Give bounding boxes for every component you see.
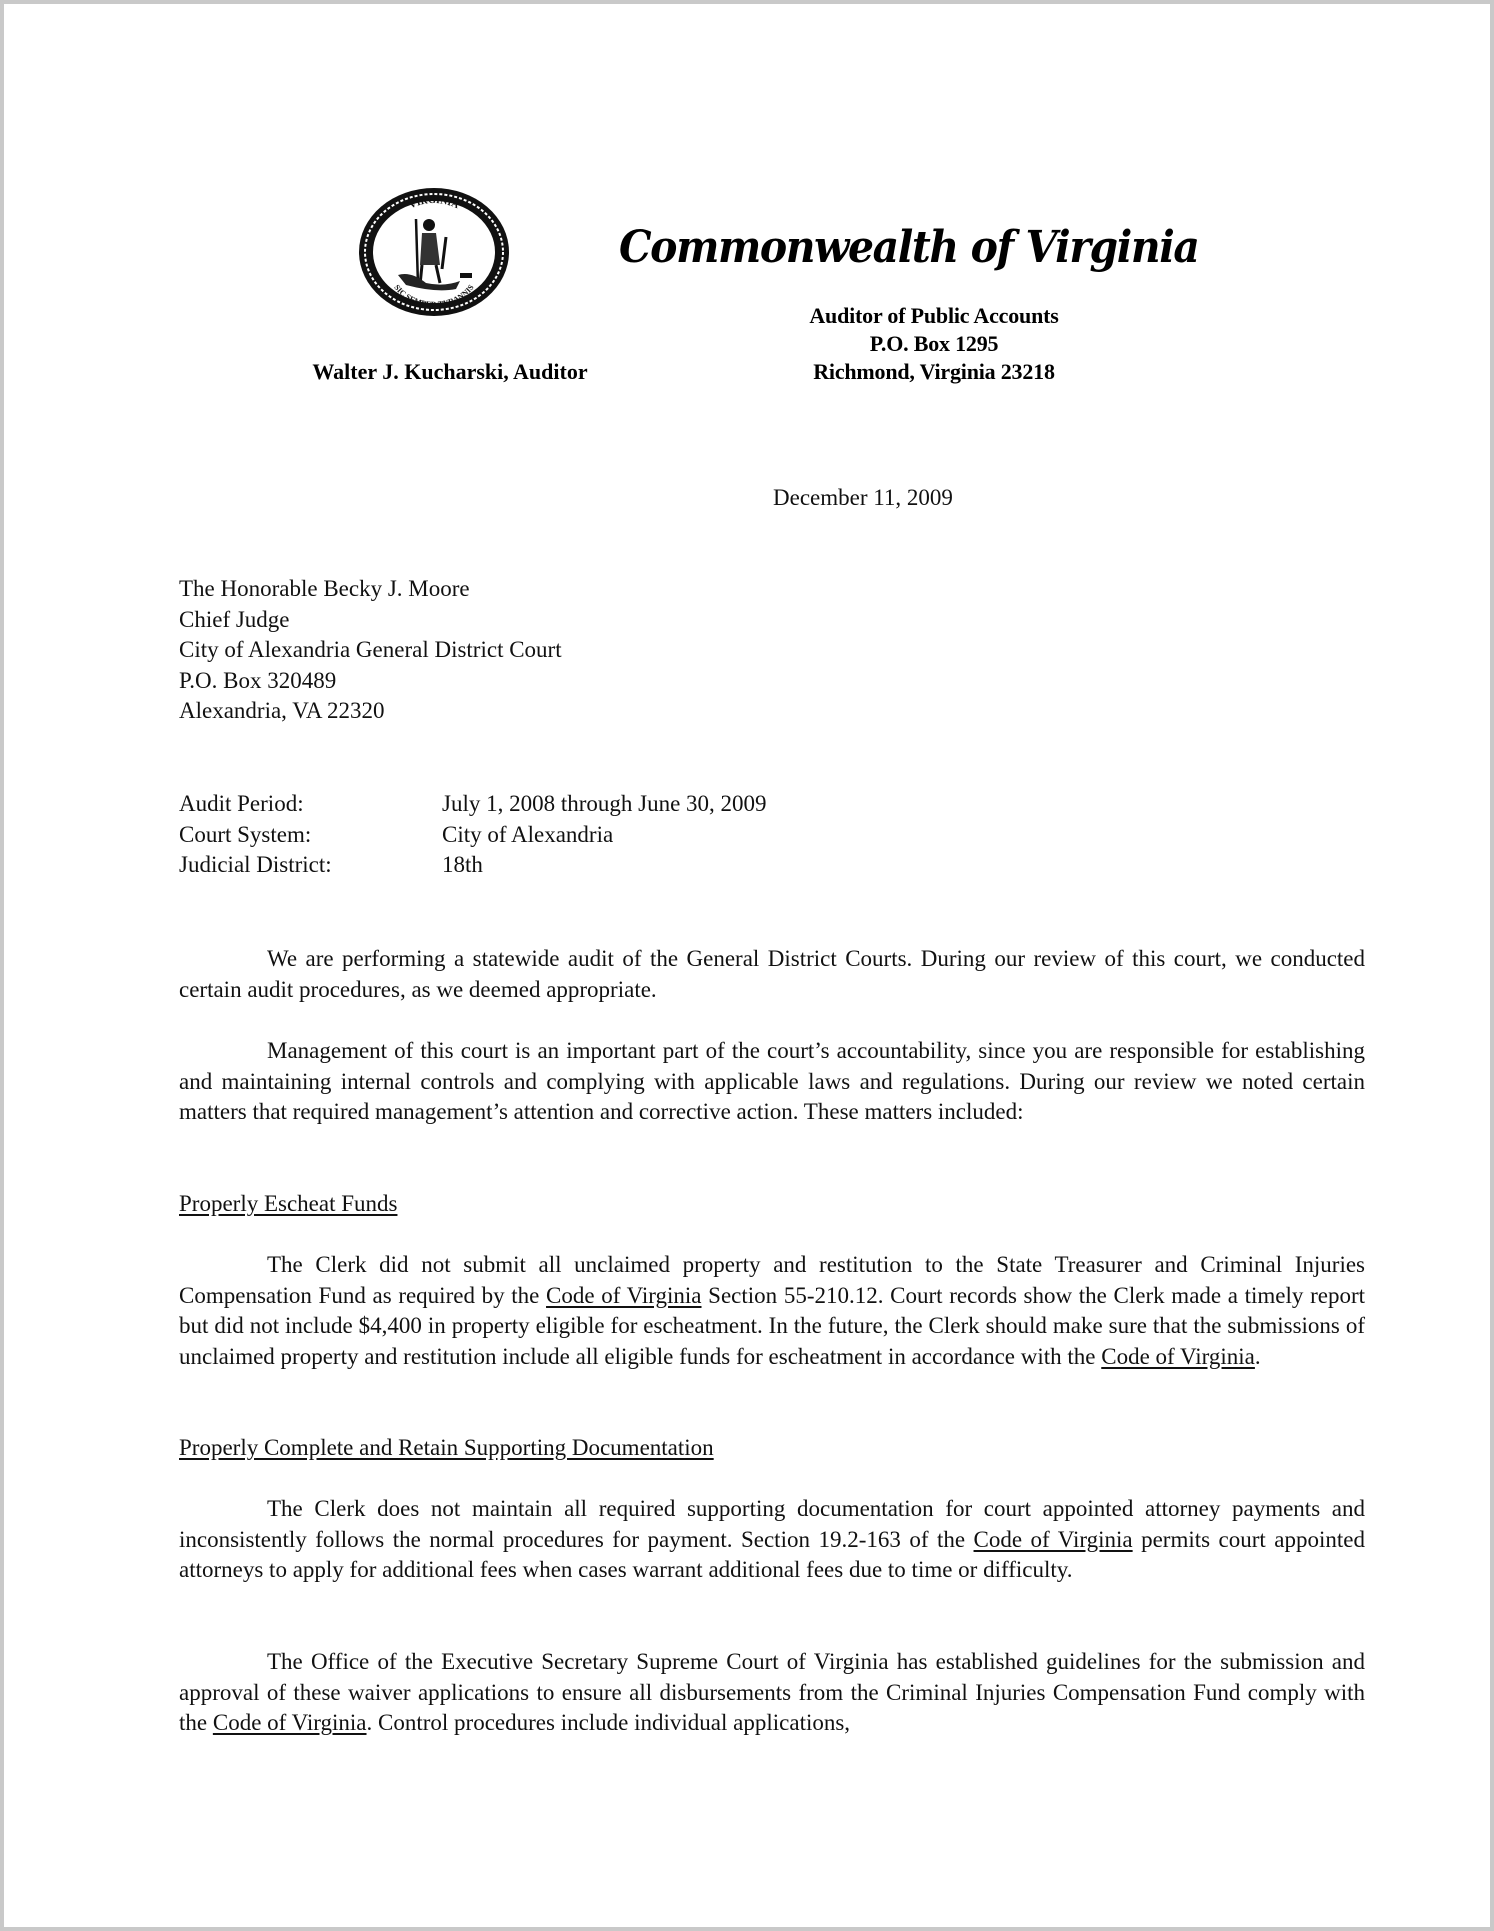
documentation-text-2: permits court appointed attorneys to apply for additional fees when cases warrant additional fees due to time or difficulty. <box>179 1526 1365 1583</box>
code-of-virginia-citation: Code of Virginia <box>546 1282 702 1308</box>
recipient-court: City of Alexandria General District Court <box>179 637 562 663</box>
recipient-title: Chief Judge <box>179 606 290 632</box>
letterhead-title: Commonwealth of Virginia <box>619 222 1199 273</box>
audit-period-value: July 1, 2008 through June 30, 2009 <box>442 791 767 816</box>
audit-info <box>179 789 767 881</box>
court-system-row <box>179 820 767 851</box>
management-paragraph <box>179 1036 1365 1128</box>
documentation-text-1: The Clerk does not maintain all required supporting documentation for court appointed attorney payments and inconsistently follows the normal procedures for payment. Section 19.2-163 of the <box>179 1496 1365 1552</box>
audit-period-label: Audit Period: <box>179 791 304 816</box>
letter-date: December 11, 2009 <box>773 485 953 510</box>
recipient-po-box: P.O. Box 320489 <box>179 667 337 693</box>
office-name: Auditor of Public Accounts <box>809 303 1059 328</box>
documentation-paragraph <box>179 1494 1365 1586</box>
judicial-district-label: Judicial District: <box>179 852 332 878</box>
intro-text: We are performing a statewide audit of the General District Courts. During our review of this court, we conducted certain audit procedures, as we deemed appropriate. <box>179 946 1365 1002</box>
svg-text:SIC SEMPER TYRANNIS: SIC SEMPER TYRANNIS <box>392 282 476 310</box>
intro-paragraph <box>179 944 1365 1005</box>
svg-text:VIRGINIA: VIRGINIA <box>407 194 461 212</box>
auditor-name: Walter J. Kucharski, Auditor <box>312 359 588 384</box>
office-po-box: P.O. Box 1295 <box>869 331 999 356</box>
recipient-city: Alexandria, VA 22320 <box>179 698 385 724</box>
escheat-text-3: . <box>1254 1343 1261 1369</box>
code-of-virginia-citation: Code of Virginia <box>1101 1343 1255 1369</box>
guidelines-text-2: . Control procedures include individual applications, <box>366 1710 851 1736</box>
escheat-paragraph <box>179 1250 1365 1372</box>
office-city: Richmond, Virginia 23218 <box>813 359 1055 384</box>
code-of-virginia-citation: Code of Virginia <box>212 1710 367 1736</box>
office-address <box>764 302 1104 386</box>
virginia-state-seal-icon <box>356 185 512 319</box>
letter-page <box>4 4 1490 1927</box>
court-system-value: City of Alexandria <box>442 821 614 847</box>
judicial-district-row <box>179 850 767 881</box>
code-of-virginia-citation: Code of Virginia <box>973 1526 1133 1552</box>
escheat-text-2: Section 55-210.12. Court records show the Clerk made a timely report but did not include $4,400 in property eligible for escheatment. In the future, the Clerk should make sure that the submissions of unclaimed property and restitution include all eligible funds for escheatment in accordance with the <box>179 1282 1365 1369</box>
recipient-address <box>179 574 562 727</box>
guidelines-text-1: The Office of the Executive Secretary Supreme Court of Virginia has established guidelines for the submission and approval of these waiver applications to ensure all disbursements from the Criminal Injuries Compensation Fund comply with the <box>179 1649 1365 1736</box>
section-heading-escheat: Properly Escheat Funds <box>179 1191 398 1216</box>
guidelines-paragraph <box>179 1647 1365 1739</box>
court-system-label: Court System: <box>179 821 312 847</box>
section-heading-documentation: Properly Complete and Retain Supporting Documentation <box>179 1435 714 1460</box>
escheat-text-1: The Clerk did not submit all unclaimed property and restitution to the State Treasurer and Criminal Injuries Compensation Fund as required by the <box>179 1252 1365 1308</box>
recipient-name: The Honorable Becky J. Moore <box>179 576 470 601</box>
judicial-district-value: 18th <box>442 852 483 878</box>
management-text: Management of this court is an important part of the court’s accountability, since you are responsible for establishing and maintaining internal controls and complying with applicable laws and regulations. During our review we noted certain matters that required management’s attention and corrective action. These matters included: <box>179 1038 1365 1125</box>
audit-period-row <box>179 789 767 820</box>
